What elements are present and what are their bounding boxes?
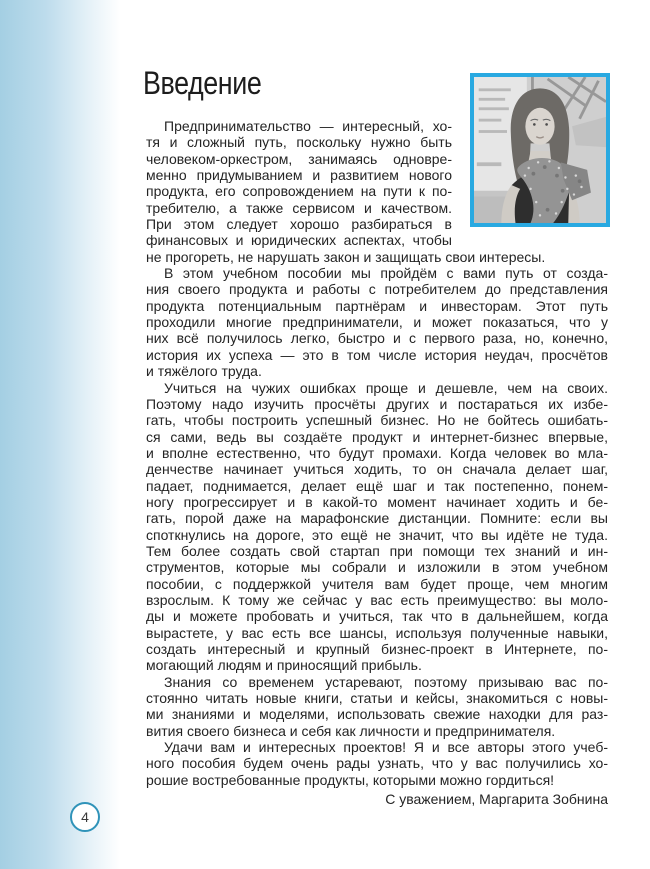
signature: С уважением, Маргарита Зобнина bbox=[385, 791, 608, 808]
body-text bbox=[146, 118, 608, 807]
text-line: ми знаниями и моделями, использовать свежие находки для раз- bbox=[146, 706, 608, 723]
text-line: могающий людям и приносящий прибыль. bbox=[146, 657, 422, 674]
text-line: пособии, с поддержкой учителя вам будет проще, чем многим bbox=[146, 575, 608, 592]
text-line: продукта потенциальным партнёрам и инвесторам. Этот путь bbox=[146, 297, 608, 314]
page-title: Введение bbox=[143, 65, 262, 101]
text-line: ния своего продукта и работы с потребителем до представления bbox=[146, 281, 608, 298]
text-line: ся сами, ведь вы создаёте продукт и интернет-бизнес впервые, bbox=[146, 428, 608, 445]
left-gradient-band bbox=[0, 0, 120, 869]
text-line: человеком-оркестром, занимаясь одновре- bbox=[146, 150, 452, 167]
text-line: ного пособия будем очень рады узнать, что у вас получились хо- bbox=[146, 755, 608, 772]
text-line: споткнулись на дороге, это ещё не значит, что вы идёте не туда. bbox=[146, 526, 608, 543]
text-line: В этом учебном пособии мы пройдём с вами путь от созда- bbox=[164, 265, 608, 282]
text-line: создать интересный и крупный бизнес-проект в Интернете, по- bbox=[146, 641, 608, 657]
page-number: 4 bbox=[81, 809, 89, 825]
text-line: Удачи вам и интересных проектов! Я и все авторы этого учеб- bbox=[164, 739, 608, 756]
text-line: и тяжёлого труда. bbox=[146, 363, 262, 380]
text-line: рошие востребованные продукты, которыми можно гордиться! bbox=[146, 771, 555, 788]
text-line: ногу прогрессирует и в какой-то момент начинает ходить и бе- bbox=[146, 493, 608, 510]
text-line: история их успеха — это в том числе история неудач, просчётов bbox=[146, 346, 608, 363]
text-line: и вполне естественно, что будут промахи. Когда человек во мла- bbox=[146, 444, 608, 461]
text-line: денчестве начинает учиться ходить, то он сначала делает шаг, bbox=[146, 461, 608, 478]
text-line: Знания со временем устаревают, поэтому призываю вас по- bbox=[164, 673, 608, 690]
text-line: взрослым. К тому же сейчас у вас есть преимущество: вы моло- bbox=[146, 591, 608, 608]
text-line: падает, поднимается, делает ещё шаг и так постепенно, понем- bbox=[146, 477, 608, 494]
text-line: гать, порой даже на марафонские дистанции. Помните: если вы bbox=[146, 510, 608, 527]
text-line: них всё получилось легко, быстро и с первого раза, но, конечно, bbox=[146, 330, 608, 347]
text-line: проходили многие предприниматели, и может показаться, что у bbox=[146, 314, 608, 331]
text-line: стоянно читать новые книги, статьи и кейсы, знакомиться с новы- bbox=[146, 690, 608, 707]
text-line: менно придумыванием и развитием нового bbox=[146, 167, 452, 184]
text-line: гать, чтобы построить успешный бизнес. Но не бойтесь ошибать- bbox=[146, 412, 608, 429]
text-line: финансовых и юридических аспектах, чтобы bbox=[146, 232, 452, 249]
text-line: продукта, его сопровождением на пути к по- bbox=[146, 183, 452, 200]
text-line: Поэтому надо изучить просчёты других и постараться их избе- bbox=[146, 395, 608, 412]
text-line: не прогореть, не нарушать закон и защищать свои интересы. bbox=[146, 248, 546, 265]
text-line: тя и сложный путь, поскольку нужно быть bbox=[146, 134, 452, 151]
text-line: ды и можете пробовать и учиться, так что в дальнейшем, когда bbox=[146, 608, 608, 625]
text-line: Тем более создать свой стартап при помощи тех знаний и ин- bbox=[146, 542, 608, 559]
text-line: вырастете, у вас есть все шансы, используя полученные навыки, bbox=[146, 624, 608, 641]
page-number-badge bbox=[70, 802, 100, 832]
text-line: струментов, которые мы собрали и изложили в этом учебном bbox=[146, 559, 608, 576]
text-line: вития своего бизнеса и себя как личности и предпринимателя. bbox=[146, 722, 556, 739]
text-line: При этом следует хорошо разбираться в bbox=[146, 216, 452, 233]
text-line: требителю, а также сервисом и качеством. bbox=[146, 199, 452, 216]
text-line: Учиться на чужих ошибках проще и дешевле, чем на своих. bbox=[164, 379, 608, 396]
text-line: Предпринимательство — интересный, хо- bbox=[164, 118, 452, 134]
